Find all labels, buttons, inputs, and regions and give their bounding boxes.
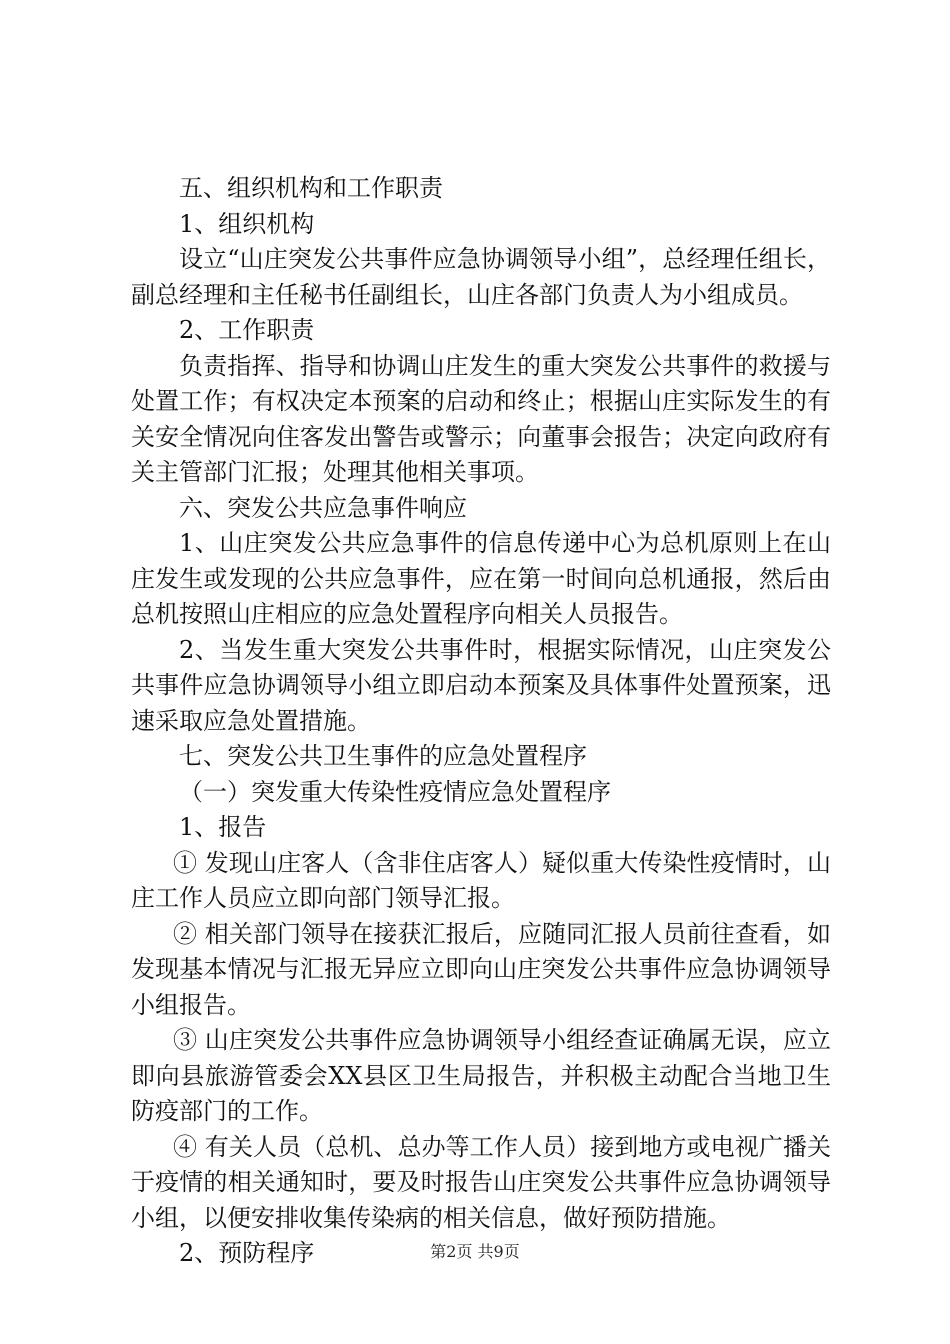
list-item: ④ 有关人员（总机、总办等工作人员）接到地方或电视广播关于疫情的相关通知时，要及时报告山庄突发公共事件应急协调领导小组，以便安排收集传染病的相关信息，做好预防措施。 bbox=[131, 1132, 831, 1232]
subsection-heading: 2、工作职责 bbox=[179, 316, 315, 344]
section-heading: 六、突发公共应急事件响应 bbox=[179, 493, 467, 522]
body-paragraph: 负责指挥、指导和协调山庄发生的重大突发公共事件的救援与处置工作；有权决定本预案的启动和终止；根据山庄实际发生的有关安全情况向住客发出警告或警示；向董事会报告；决定向政府有关主管部门汇报；处理其他相关事项。 bbox=[131, 351, 831, 486]
body-paragraph: 设立“山庄突发公共事件应急协调领导小组”，总经理任组长，副总经理和主任秘书任副组长，山庄各部门负责人为小组成员。 bbox=[131, 245, 831, 309]
page-number-footer: 第2页 共9页 bbox=[430, 1242, 520, 1261]
subsection-heading: （一）突发重大传染性疫情应急处置程序 bbox=[179, 777, 611, 806]
section-heading: 五、组织机构和工作职责 bbox=[179, 174, 443, 202]
subsection-heading: 1、报告 bbox=[179, 813, 267, 841]
body-paragraph: 1、山庄突发公共应急事件的信息传递中心为总机原则上在山庄发生或发现的公共应急事件，应在第一时间向总机通报，然后由总机按照山庄相应的应急处置程序向相关人员报告。 bbox=[131, 529, 831, 628]
section-heading: 七、突发公共卫生事件的应急处置程序 bbox=[179, 742, 587, 770]
document-body bbox=[131, 171, 831, 1272]
list-item: ① 发现山庄客人（含非住店客人）疑似重大传染性疫情时，山庄工作人员应立即向部门领导汇报。 bbox=[131, 848, 831, 912]
subsection-heading: 2、预防程序 bbox=[179, 1239, 315, 1267]
list-item: ③ 山庄突发公共事件应急协调领导小组经查证确属无误，应立即向县旅游管委会XX县区卫生局报告，并积极主动配合当地卫生防疫部门的工作。 bbox=[131, 1026, 831, 1125]
list-item: ② 相关部门领导在接获汇报后，应随同汇报人员前往查看，如发现基本情况与汇报无异应立即向山庄突发公共事件应急协调领导小组报告。 bbox=[131, 919, 831, 1019]
subsection-heading: 1、组织机构 bbox=[179, 209, 315, 238]
body-paragraph: 2、当发生重大突发公共事件时，根据实际情况，山庄突发公共事件应急协调领导小组立即启动本预案及具体事件处置预案，迅速采取应急处置措施。 bbox=[131, 635, 831, 735]
